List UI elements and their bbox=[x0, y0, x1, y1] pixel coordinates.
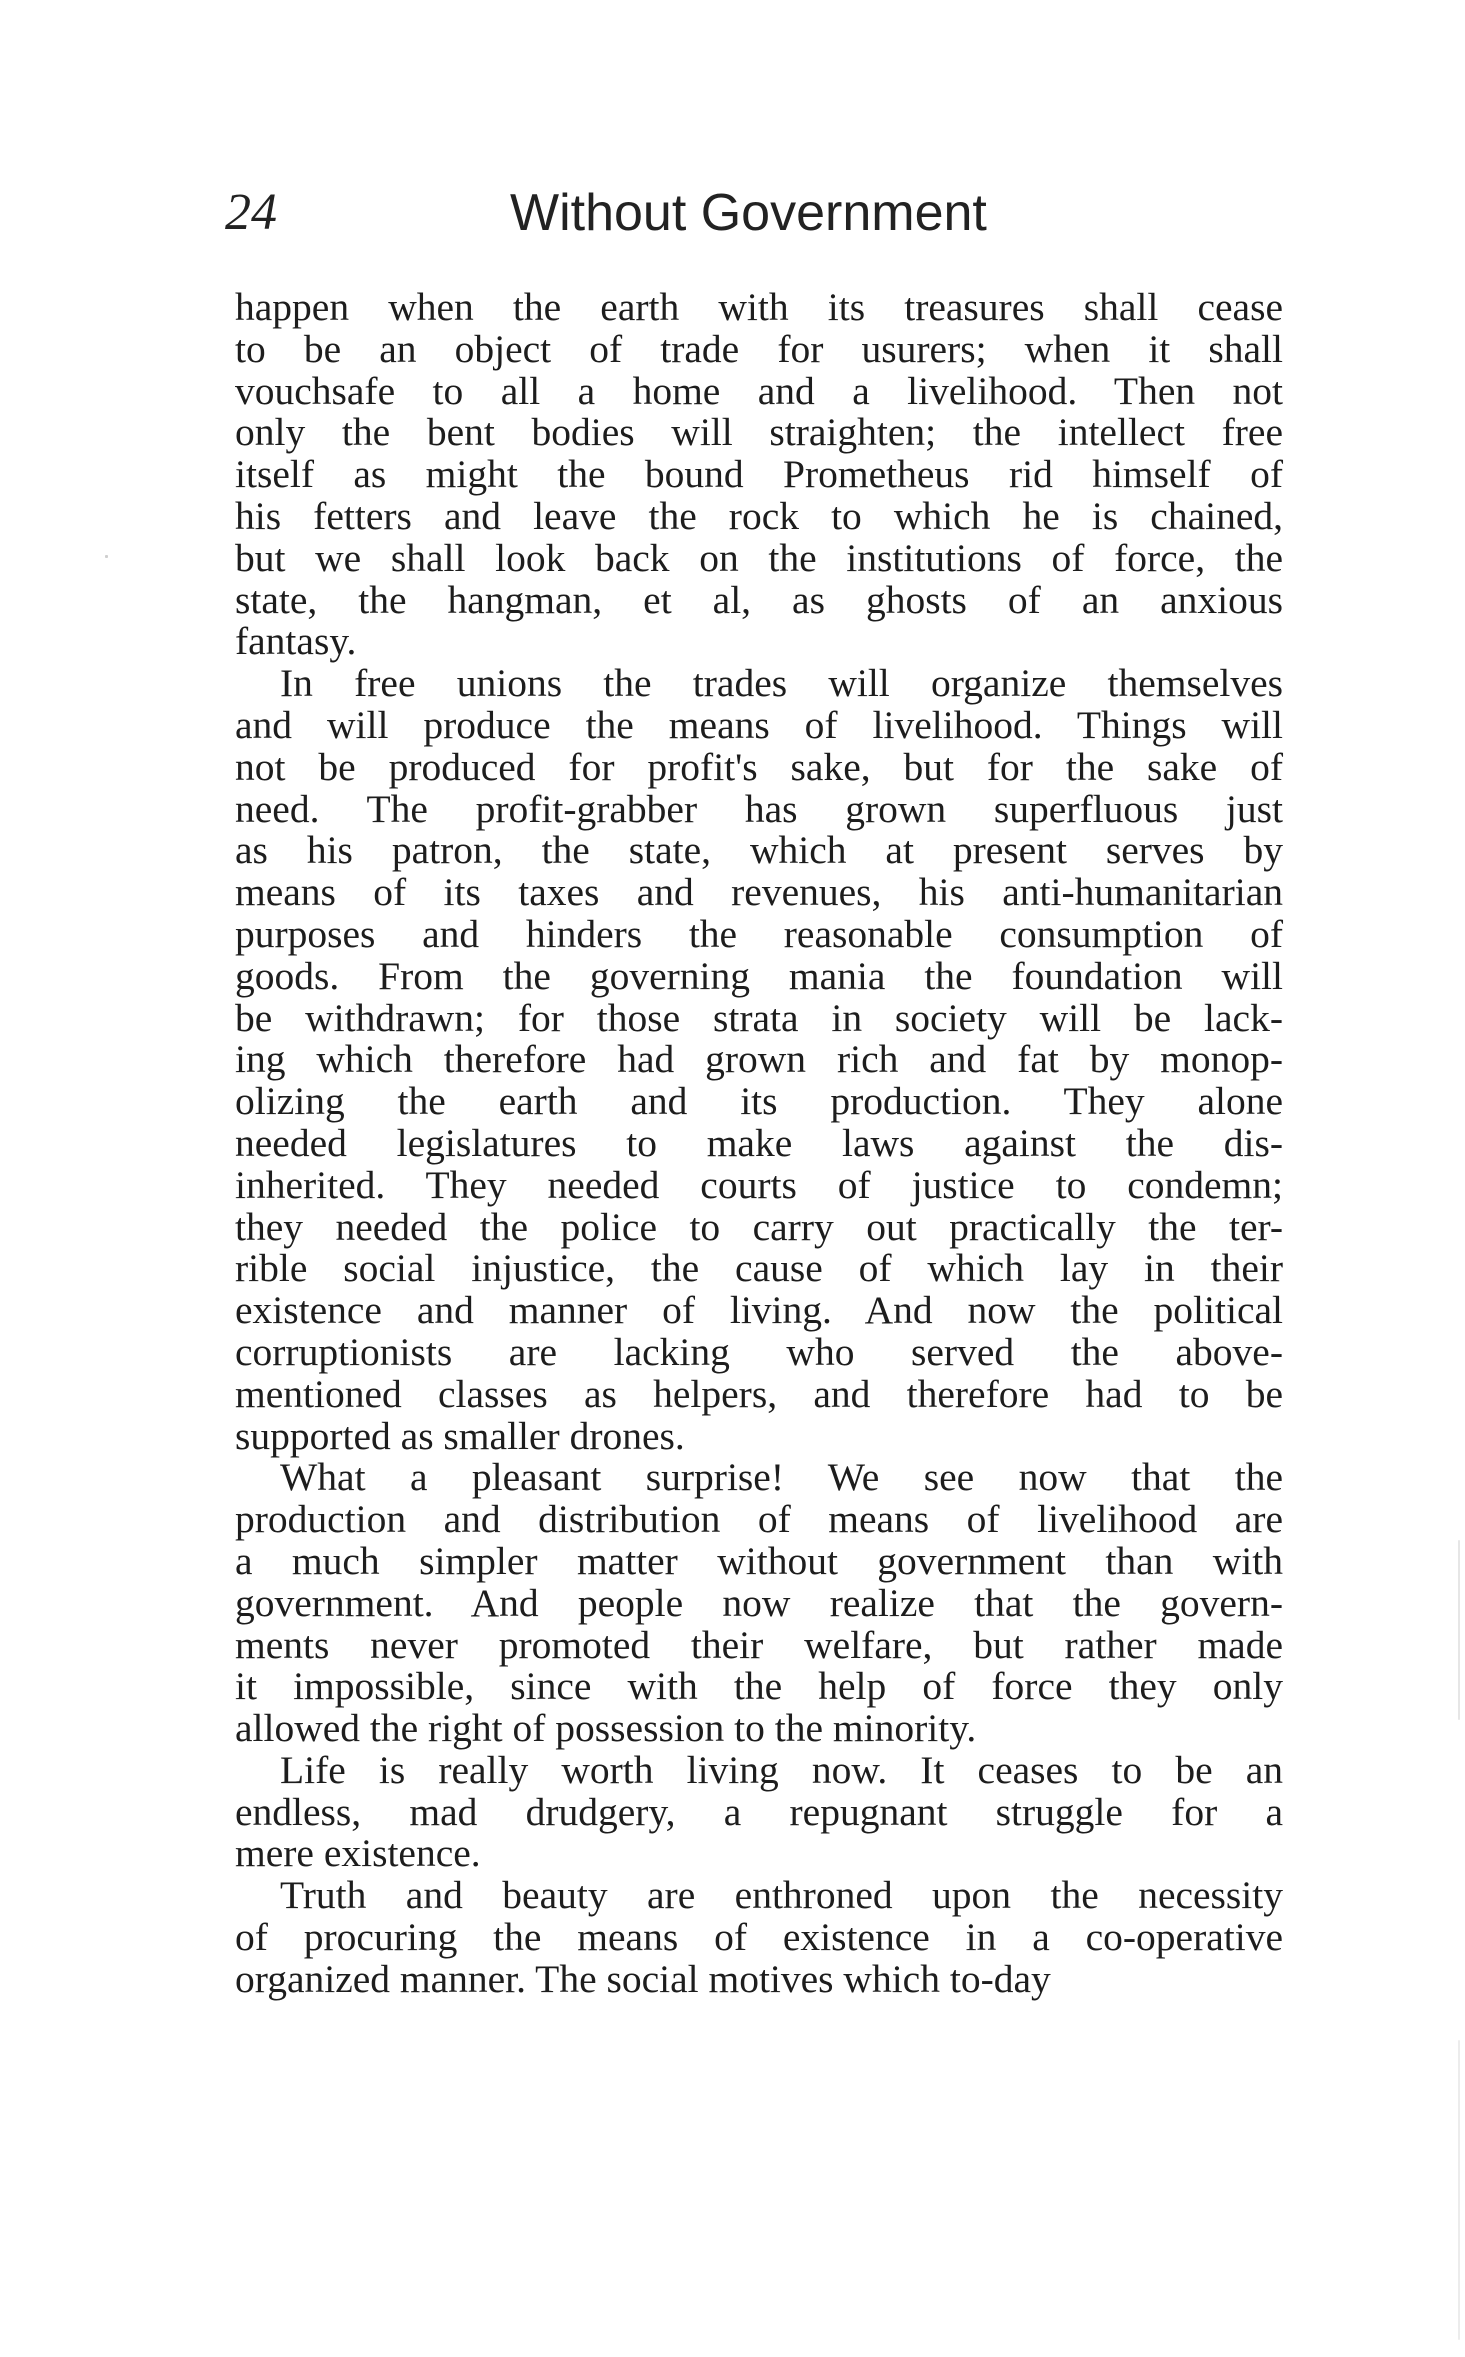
text-line: fantasy. bbox=[235, 619, 357, 664]
text-line: purposes and hinders the reasonable consumption of bbox=[235, 911, 1283, 956]
text-line: Truth and beauty are enthroned upon the necessity bbox=[280, 1873, 1283, 1918]
text-line: supported as smaller drones. bbox=[235, 1413, 685, 1458]
scan-artifact bbox=[1458, 2040, 1460, 2340]
paragraph bbox=[235, 1457, 1283, 1750]
text-line: goods. From the governing mania the foundation will bbox=[235, 953, 1283, 998]
text-line: it impossible, since with the help of force they only bbox=[235, 1664, 1283, 1709]
body-text bbox=[235, 287, 1283, 2001]
text-line: need. The profit-grabber has grown superfluous just bbox=[235, 786, 1283, 831]
running-title: Without Government bbox=[510, 184, 987, 242]
scan-artifact bbox=[105, 555, 108, 558]
page-number: 24 bbox=[225, 184, 277, 241]
text-line: state, the hangman, et al, as ghosts of an anxious bbox=[235, 577, 1283, 622]
text-line: his fetters and leave the rock to which he is chained, bbox=[235, 493, 1283, 538]
text-line: existence and manner of living. And now the political bbox=[235, 1288, 1283, 1333]
text-line: of procuring the means of existence in a co-operative bbox=[235, 1915, 1283, 1960]
text-line: mentioned classes as helpers, and therefore had to be bbox=[235, 1371, 1283, 1416]
text-line: but we shall look back on the institutions of force, the bbox=[235, 535, 1283, 580]
text-line: needed legislatures to make laws against the dis- bbox=[235, 1120, 1283, 1165]
paragraph bbox=[235, 1875, 1283, 2000]
text-line: In free unions the trades will organize themselves bbox=[280, 661, 1283, 706]
text-line: government. And people now realize that the govern- bbox=[235, 1580, 1283, 1625]
text-line: Life is really worth living now. It ceases to be an bbox=[280, 1747, 1283, 1792]
text-line: endless, mad drudgery, a repugnant struggle for a bbox=[235, 1789, 1283, 1834]
text-line: they needed the police to carry out practically the ter- bbox=[235, 1204, 1283, 1249]
text-line: organized manner. The social motives which to-day bbox=[235, 1956, 1051, 2001]
text-line: happen when the earth with its treasures shall cease bbox=[235, 285, 1283, 329]
text-line: a much simpler matter without government than with bbox=[235, 1538, 1283, 1583]
paragraph bbox=[235, 287, 1283, 663]
text-line: as his patron, the state, which at present serves by bbox=[235, 828, 1283, 873]
text-line: corruptionists are lacking who served the above- bbox=[235, 1329, 1283, 1374]
text-line: olizing the earth and its production. They alone bbox=[235, 1079, 1283, 1124]
text-line: and will produce the means of livelihood. Things will bbox=[235, 702, 1283, 747]
text-line: ing which therefore had grown rich and fat by monop- bbox=[235, 1037, 1283, 1082]
text-line: What a pleasant surprise! We see now that the bbox=[280, 1455, 1283, 1500]
text-line: to be an object of trade for usurers; when it shall bbox=[235, 326, 1283, 371]
text-line: ments never promoted their welfare, but rather made bbox=[235, 1622, 1283, 1667]
text-line: only the bent bodies will straighten; the intellect free bbox=[235, 410, 1283, 455]
running-head bbox=[225, 178, 1285, 248]
text-line: not be produced for profit's sake, but for the sake of bbox=[235, 744, 1283, 789]
text-line: vouchsafe to all a home and a livelihood. Then not bbox=[235, 368, 1283, 413]
paragraph bbox=[235, 1747, 1283, 1876]
paragraph bbox=[235, 663, 1283, 1457]
text-line: be withdrawn; for those strata in society will be lack- bbox=[235, 995, 1283, 1040]
scan-artifact bbox=[1458, 1540, 1460, 1720]
text-line: allowed the right of possession to the minority. bbox=[235, 1706, 977, 1751]
text-line: means of its taxes and revenues, his anti-humanitarian bbox=[235, 870, 1283, 915]
text-line: inherited. They needed courts of justice to condemn; bbox=[235, 1162, 1283, 1207]
text-line: rible social injustice, the cause of which lay in their bbox=[235, 1246, 1283, 1291]
text-line: production and distribution of means of livelihood are bbox=[235, 1497, 1283, 1542]
text-line: itself as might the bound Prometheus rid himself of bbox=[235, 452, 1283, 497]
text-line: mere existence. bbox=[235, 1831, 481, 1876]
